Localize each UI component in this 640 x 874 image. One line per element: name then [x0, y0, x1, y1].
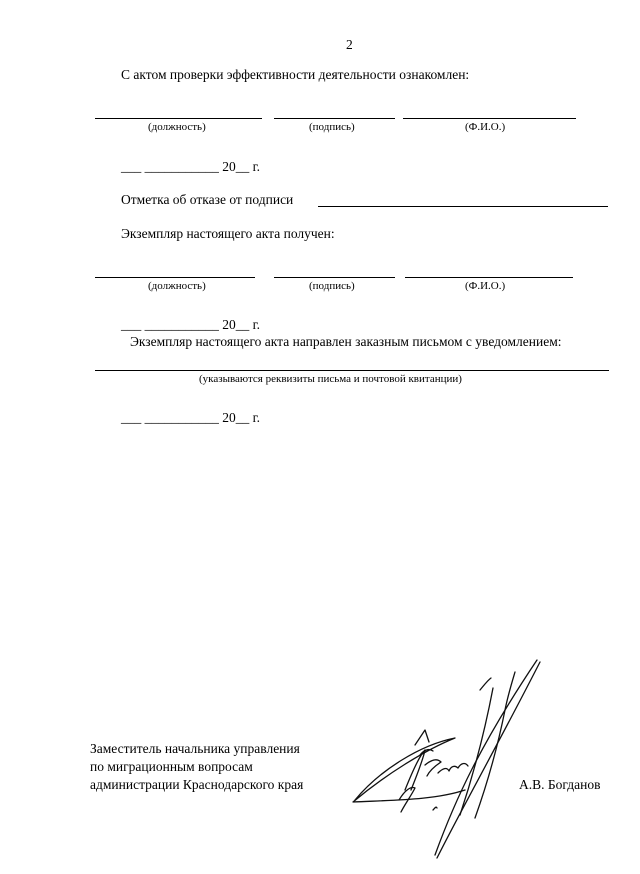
signature-caption: (подпись): [309, 121, 355, 133]
date-day-month: ___ ___________: [121, 410, 219, 425]
date-day-month: ___ ___________: [121, 317, 219, 332]
fio-line: [405, 277, 573, 278]
date-year: 20__ г.: [222, 410, 261, 425]
signatory-name: А.В. Богданов: [519, 777, 601, 792]
position-line: [95, 118, 262, 119]
signatory-title-line2: по миграционным вопросам: [90, 759, 253, 774]
signature-caption: (подпись): [309, 280, 355, 292]
position-caption: (должность): [148, 280, 206, 292]
mailed-statement: Экземпляр настоящего акта направлен заказным письмом с уведомлением:: [130, 334, 562, 349]
refusal-line: [318, 206, 608, 207]
date-day-month: ___ ___________: [121, 159, 219, 174]
date-blank: [121, 411, 260, 425]
fio-caption: (Ф.И.О.): [465, 121, 506, 133]
date-year: 20__ г.: [222, 317, 261, 332]
handwritten-signature: [325, 650, 565, 865]
date-year: 20__ г.: [222, 159, 261, 174]
position-line: [95, 277, 255, 278]
date-blank: [121, 318, 260, 332]
refusal-mark-label: Отметка об отказе от подписи: [121, 192, 294, 207]
signature-line: [274, 277, 395, 278]
page-number: 2: [346, 37, 353, 52]
mail-details-caption: (указываются реквизиты письма и почтовой квитанции): [199, 373, 462, 385]
acquainted-statement: С актом проверки эффективности деятельности ознакомлен:: [121, 67, 470, 82]
date-blank: [121, 160, 260, 174]
signatory-title-line1: Заместитель начальника управления: [90, 741, 300, 756]
signatory-title-line3: администрации Краснодарского края: [90, 777, 304, 792]
mail-details-line: [95, 370, 609, 371]
position-caption: (должность): [148, 121, 206, 133]
fio-line: [403, 118, 576, 119]
received-statement: Экземпляр настоящего акта получен:: [121, 226, 335, 241]
signature-line: [274, 118, 395, 119]
fio-caption: (Ф.И.О.): [465, 280, 506, 292]
